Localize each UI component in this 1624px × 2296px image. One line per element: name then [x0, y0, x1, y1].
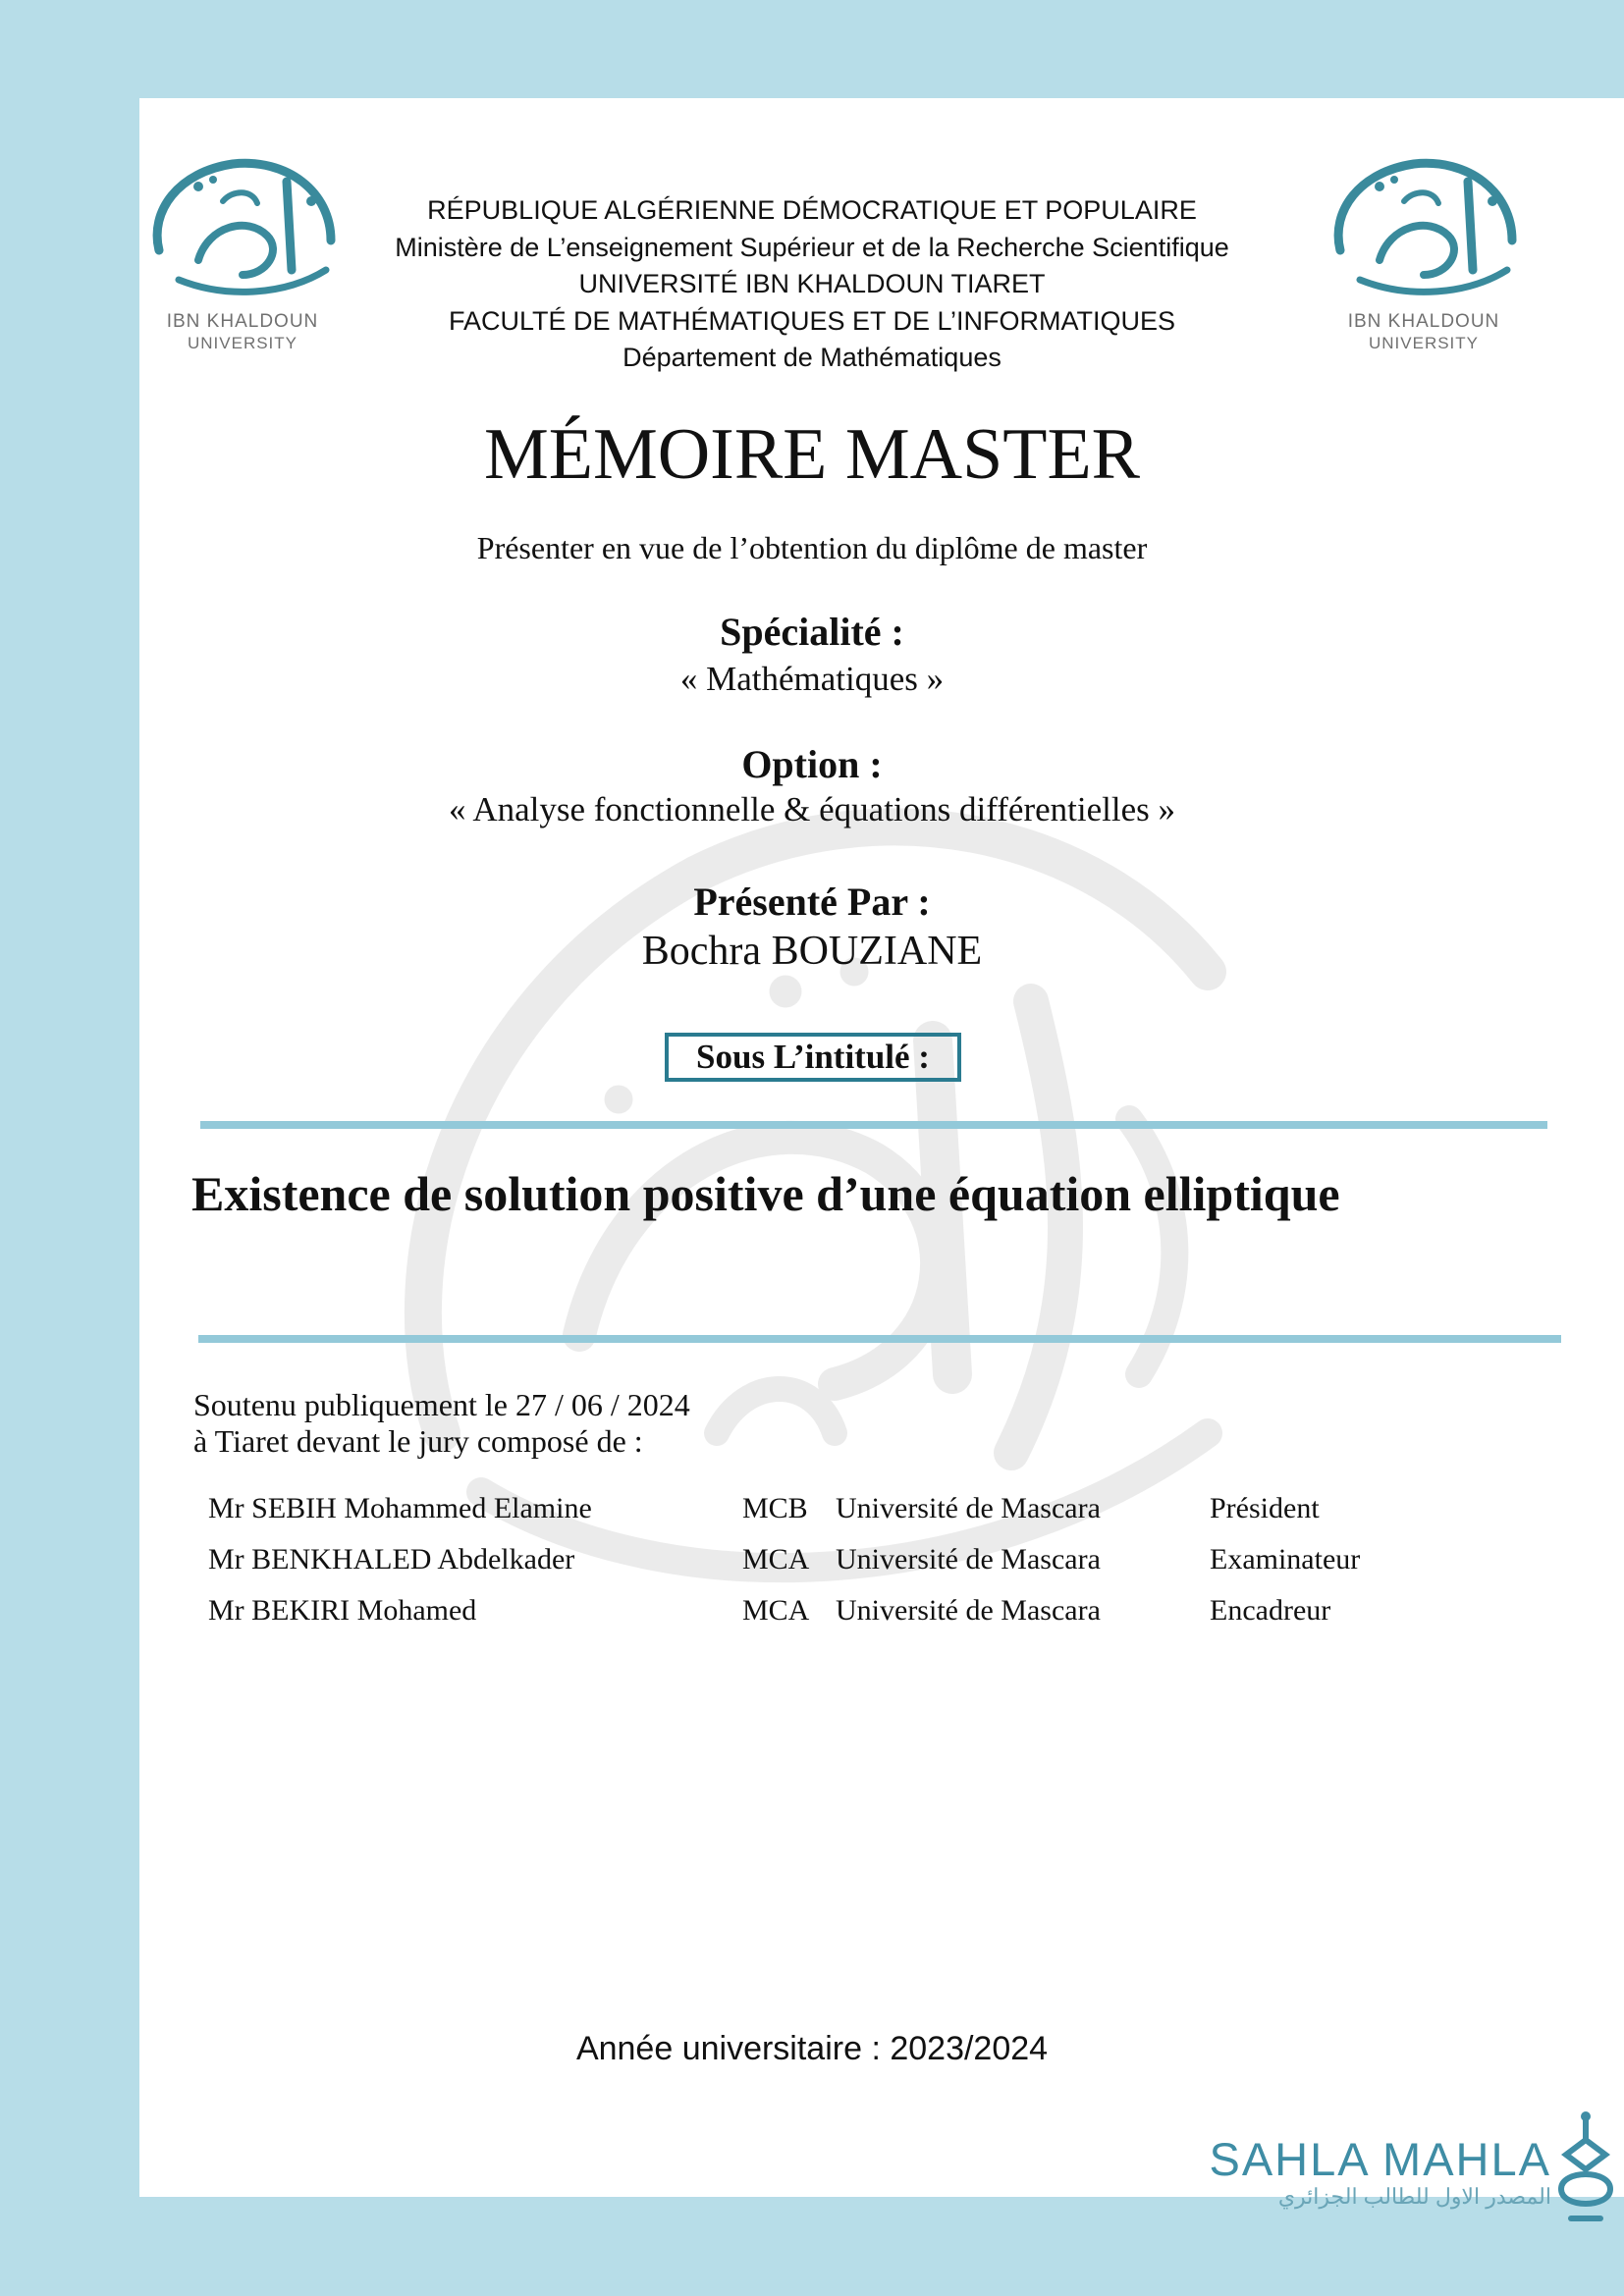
jury-member-grade: MCB — [742, 1492, 808, 1524]
jury-member-grade: MCA — [742, 1594, 810, 1627]
top-decorative-band — [139, 0, 1624, 98]
sahla-mahla-logo-icon — [1551, 2110, 1620, 2228]
author-name: Bochra BOUZIANE — [641, 929, 983, 974]
header-line-faculty: FACULTÉ DE MATHÉMATIQUES ET DE L’INFORMATIQUES — [448, 305, 1176, 336]
option-label: Option : — [741, 742, 883, 786]
jury-member-role: Examinateur — [1210, 1543, 1361, 1575]
title-heading-box: Sous L’intitulé : — [665, 1033, 961, 1082]
logo-text-line1: IBN KHALDOUN — [166, 311, 319, 332]
calligraphy-logo-icon — [1321, 142, 1527, 304]
jury-member-name: Mr BEKIRI Mohamed — [208, 1594, 477, 1627]
left-decorative-band — [0, 0, 139, 2296]
bottom-decorative-band — [139, 2197, 1624, 2296]
header-line-department: Département de Mathématiques — [623, 343, 1001, 372]
header-line-republic: RÉPUBLIQUE ALGÉRIENNE DÉMOCRATIQUE ET POPULAIRE — [427, 195, 1197, 225]
defense-date: Soutenu publiquement le 27 / 06 / 2024 — [193, 1387, 690, 1422]
jury-member-name: Mr SEBIH Mohammed Elamine — [208, 1492, 592, 1524]
jury-member-university: Université de Mascara — [836, 1543, 1101, 1575]
specialite-value: « Mathématiques » — [679, 660, 945, 698]
institution-header — [334, 192, 1290, 377]
header-line-ministry: Ministère de L’enseignement Supérieur et de la Recherche Scientifique — [395, 232, 1229, 262]
jury-member-university: Université de Mascara — [836, 1594, 1101, 1627]
document-title: MÉMOIRE MASTER — [483, 414, 1141, 495]
option-value: « Analyse fonctionnelle & équations différentielles » — [449, 790, 1175, 828]
defense-info — [193, 1387, 690, 1460]
sahla-mahla-tagline: المصدر الاول للطالب الجزائري — [1277, 2184, 1551, 2209]
jury-member-grade: MCA — [742, 1543, 810, 1575]
thesis-title: Existence de solution positive d’une équation elliptique — [191, 1166, 1340, 1221]
university-logo-right — [1321, 142, 1527, 358]
university-logo-left — [139, 142, 346, 358]
academic-year: Année universitaire : 2023/2024 — [575, 2030, 1049, 2067]
sahla-mahla-name: SAHLA MAHLA — [1209, 2133, 1551, 2185]
divider-top — [200, 1121, 1547, 1129]
jury-member-university: Université de Mascara — [836, 1492, 1101, 1524]
jury-member-role: Président — [1210, 1492, 1320, 1524]
sahla-mahla-watermark — [1178, 2135, 1551, 2210]
defense-jury-intro: à Tiaret devant le jury composé de : — [193, 1423, 643, 1459]
presented-by-label: Présenté Par : — [693, 880, 931, 924]
header-line-university: UNIVERSITÉ IBN KHALDOUN TIARET — [578, 269, 1046, 298]
calligraphy-logo-icon — [139, 142, 346, 304]
specialite-label: Spécialité : — [720, 610, 904, 654]
divider-bottom — [198, 1335, 1561, 1343]
jury-member-role: Encadreur — [1210, 1594, 1331, 1627]
logo-text-line2: UNIVERSITY — [187, 334, 298, 352]
logo-text-line2: UNIVERSITY — [1368, 334, 1480, 352]
jury-member-name: Mr BENKHALED Abdelkader — [208, 1543, 575, 1575]
document-subtitle: Présenter en vue de l’obtention du diplôme de master — [476, 530, 1148, 565]
logo-text-line1: IBN KHALDOUN — [1347, 311, 1500, 332]
